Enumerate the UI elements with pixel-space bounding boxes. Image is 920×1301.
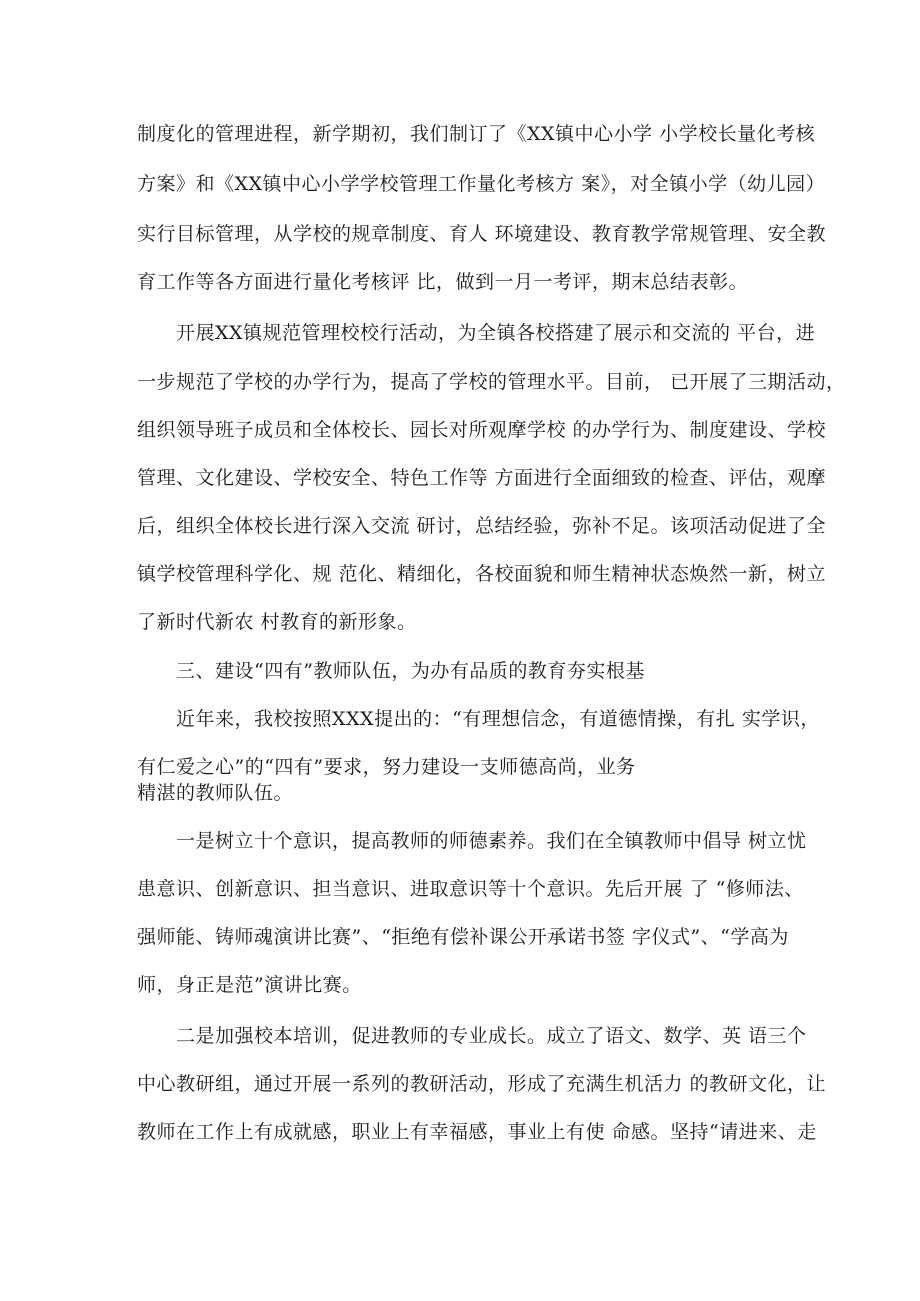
text-line: 实行目标管理，从学校的规章制度、育人 环境建设、教育教学常规管理、安全教 (137, 223, 827, 245)
text-line: 方案》和《XX镇中心小学学校管理工作量化考核方 案》，对全镇小学（幼儿园） (137, 173, 826, 195)
text-line: 教师在工作上有成就感，职业上有幸福感，事业上有使 命感。坚持“请进来、走 (137, 1121, 817, 1143)
paragraph-first-line: 近年来，我校按照XXX提出的：“有理想信念，有道德情操，有扎 实学识， (176, 708, 820, 730)
text-line: 组织领导班子成员和全体校长、园长对所观摩学校 的办学行为、制度建设、学校 (137, 419, 827, 441)
text-line: 师，身正是范”演讲比赛。 (137, 974, 362, 996)
paragraph-first-line: 开展XX镇规范管理校校行活动，为全镇各校搭建了展示和交流的 平台，进 (176, 322, 816, 344)
text-line: 一步规范了学校的办学行为，提高了学校的管理水平。目前， 已开展了三期活动， (137, 371, 846, 393)
paragraph-first-line: 二是加强校本培训，促进教师的专业成长。成立了语文、数学、英 语三个 (176, 1025, 807, 1047)
text-line: 了新时代新农 村教育的新形象。 (137, 611, 417, 633)
text-line: 育工作等各方面进行量化考核评 比，做到一月一考评，期末总结表彰。 (137, 271, 749, 293)
text-line: 镇学校管理科学化、规 范化、精细化，各校面貌和师生精神状态焕然一新，树立 (137, 563, 827, 585)
text-line: 强师能、铸师魂演讲比赛”、“拒绝有偿补课公开承诺书签 字仪式”、“学高为 (137, 926, 789, 948)
text-line: 制度化的管理进程，新学期初，我们制订了《XX镇中心小学 小学校长量化考核 (137, 123, 816, 145)
text-line: 中心教研组，通过开展一系列的教研活动，形成了充满生机活力 的教研文化，让 (137, 1073, 827, 1095)
text-line: 管理、文化建设、学校安全、特色工作等 方面进行全面细致的检查、评估，观摩 (137, 467, 827, 489)
text-line: 患意识、创新意识、担当意识、进取意识等十个意识。先后开展 了 “修师法、 (137, 878, 804, 900)
paragraph-first-line: 一是树立十个意识，提高教师的师德素养。我们在全镇教师中倡导 树立忧 (176, 830, 807, 852)
text-line: 有仁爱之心”的“四有”要求，努力建设一支师德高尚，业务 (137, 756, 636, 778)
text-line: 精湛的教师队伍。 (137, 782, 294, 804)
text-line: 后，组织全体校长进行深入交流 研讨，总结经验，弥补不足。该项活动促进了全 (137, 515, 827, 537)
section-heading: 三、建设“四有”教师队伍，为办有品质的教育夯实根基 (176, 660, 645, 682)
